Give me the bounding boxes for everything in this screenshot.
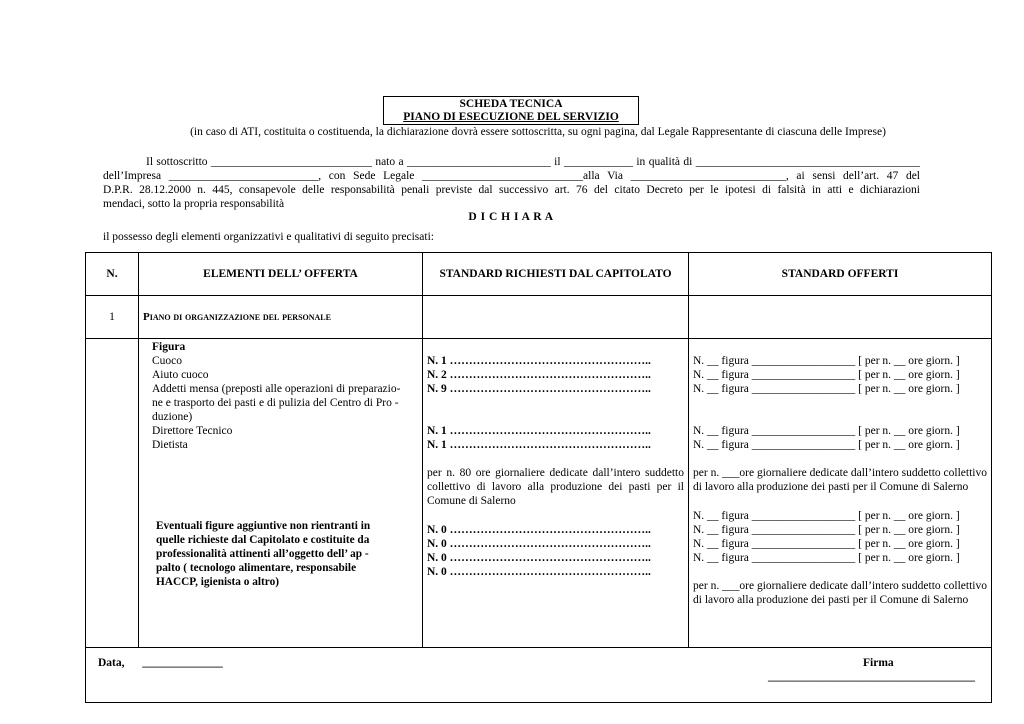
offered-line: N. __ figura __________________ [ per n. __ ore giorn. ] xyxy=(693,383,960,395)
eventuali-line: palto ( tecnologo alimentare, responsabile xyxy=(156,562,357,574)
firma-field[interactable]: ____________________________________ xyxy=(768,671,975,683)
row1-label: Piano di organizzazione del personale xyxy=(143,311,331,323)
offered-line: N. __ figura __________________ [ per n. __ ore giorn. ] xyxy=(693,355,960,367)
offered-line: N. __ figura __________________ [ per n. __ ore giorn. ] xyxy=(693,369,960,381)
offer-table xyxy=(85,252,992,703)
dichiara-heading: D I C H I A R A xyxy=(468,211,554,223)
figure-item: Addetti mensa (preposti alle operazioni di preparazio- xyxy=(152,383,401,395)
title-box xyxy=(383,96,639,125)
offered-hours-note: per n. ___ore giornaliere dedicate dall’intero suddetto collettivo di lavoro alla produzione dei pasti per il Comune di Salerno xyxy=(693,467,987,493)
required-item: N. 2 …………………………………………….. xyxy=(427,369,651,381)
intro-line-1: Il sottoscritto ____________________________ nato a _________________________ il ____________ in qualità di _______________________________________ xyxy=(146,156,920,168)
table-row-details xyxy=(86,339,992,648)
required-item: N. 0 …………………………………………….. xyxy=(427,552,651,564)
figure-item: duzione) xyxy=(152,411,193,423)
header-standard-offerti: STANDARD OFFERTI xyxy=(689,253,992,296)
title-scheda-tecnica: SCHEDA TECNICA xyxy=(459,98,563,110)
figure-item: Aiuto cuoco xyxy=(152,369,209,381)
required-item: N. 1 …………………………………………….. xyxy=(427,355,651,367)
eventuali-line: Eventuali figure aggiuntive non rientranti in xyxy=(156,520,371,532)
intro-line-3: D.P.R. 28.12.2000 n. 445, consapevole delle responsabilità penali previste dal successivo art. 76 del citato Decreto per le ipotesi di falsità in atti e dichiarazioni xyxy=(103,184,920,196)
intro-line-2: dell’Impresa __________________________, con Sede Legale ____________________________alla Via ___________________________, ai sensi dell’art. 47 del xyxy=(103,170,920,182)
table-header-row xyxy=(86,253,992,296)
figure-item: Cuoco xyxy=(152,355,183,367)
offered-line: N. __ figura __________________ [ per n. __ ore giorn. ] xyxy=(693,510,960,522)
header-elementi: ELEMENTI DELL’ OFFERTA xyxy=(139,253,423,296)
header-n: N. xyxy=(86,253,139,296)
offered-line: N. __ figura __________________ [ per n. __ ore giorn. ] xyxy=(693,552,960,564)
required-hours-note: per n. 80 ore giornaliere dedicate dall’intero suddetto collettivo di lavoro alla produzione dei pasti per il Comune di Salerno xyxy=(427,467,684,507)
data-label: Data, xyxy=(98,657,125,669)
offered-line: N. __ figura __________________ [ per n. __ ore giorn. ] xyxy=(693,439,960,451)
title-piano: PIANO DI ESECUZIONE DEL SERVIZIO xyxy=(403,111,619,123)
ati-note: (in caso di ATI, costituita o costituenda, la dichiarazione dovrà essere sottoscritta, su ogni pagina, dal Legale Rappresentante di ciascuna delle Imprese) xyxy=(190,126,886,138)
figure-item: Dietista xyxy=(152,439,188,451)
figura-label: Figura xyxy=(152,341,186,353)
header-standard-richiesti: STANDARD RICHIESTI DAL CAPITOLATO xyxy=(423,253,689,296)
required-item: N. 1 …………………………………………….. xyxy=(427,439,651,451)
offered-hours-note-2: per n. ___ore giornaliere dedicate dall’intero suddetto collettivo di lavoro alla produzione dei pasti per il Comune di Salerno xyxy=(693,580,987,606)
eventuali-line: professionalità attinenti all’oggetto dell’ ap - xyxy=(156,548,369,560)
intro-line-4: mendaci, sotto la propria responsabilità xyxy=(103,198,285,210)
offered-cell xyxy=(689,339,992,648)
data-field[interactable]: ______________ xyxy=(142,657,223,669)
table-row-1 xyxy=(86,296,992,339)
signature-cell xyxy=(86,648,992,703)
required-cell xyxy=(423,339,689,648)
offered-line: N. __ figura __________________ [ per n. __ ore giorn. ] xyxy=(693,538,960,550)
eventuali-figure xyxy=(152,519,422,589)
offered-line: N. __ figura __________________ [ per n. __ ore giorn. ] xyxy=(693,524,960,536)
required-item: N. 0 …………………………………………….. xyxy=(427,524,651,536)
required-item: N. 1 …………………………………………….. xyxy=(427,425,651,437)
row1-number: 1 xyxy=(86,296,139,339)
firma-label: Firma xyxy=(863,657,894,669)
figures-cell xyxy=(139,339,423,648)
figure-item: ne e trasporto dei pasti e di pulizia del Centro di Pro - xyxy=(152,397,399,409)
declaration-paragraph xyxy=(103,155,920,211)
required-item: N. 9 …………………………………………….. xyxy=(427,383,651,395)
possesso-text: il possesso degli elementi organizzativi e qualitativi di seguito precisati: xyxy=(103,231,434,243)
required-item: N. 0 …………………………………………….. xyxy=(427,566,651,578)
offered-line: N. __ figura __________________ [ per n. __ ore giorn. ] xyxy=(693,425,960,437)
required-item: N. 0 …………………………………………….. xyxy=(427,538,651,550)
figure-item: Direttore Tecnico xyxy=(152,425,233,437)
table-footer-row xyxy=(86,648,992,703)
eventuali-line: HACCP, igienista o altro) xyxy=(156,576,280,588)
eventuali-line: quelle richieste dal Capitolato e costituite da xyxy=(156,534,370,546)
